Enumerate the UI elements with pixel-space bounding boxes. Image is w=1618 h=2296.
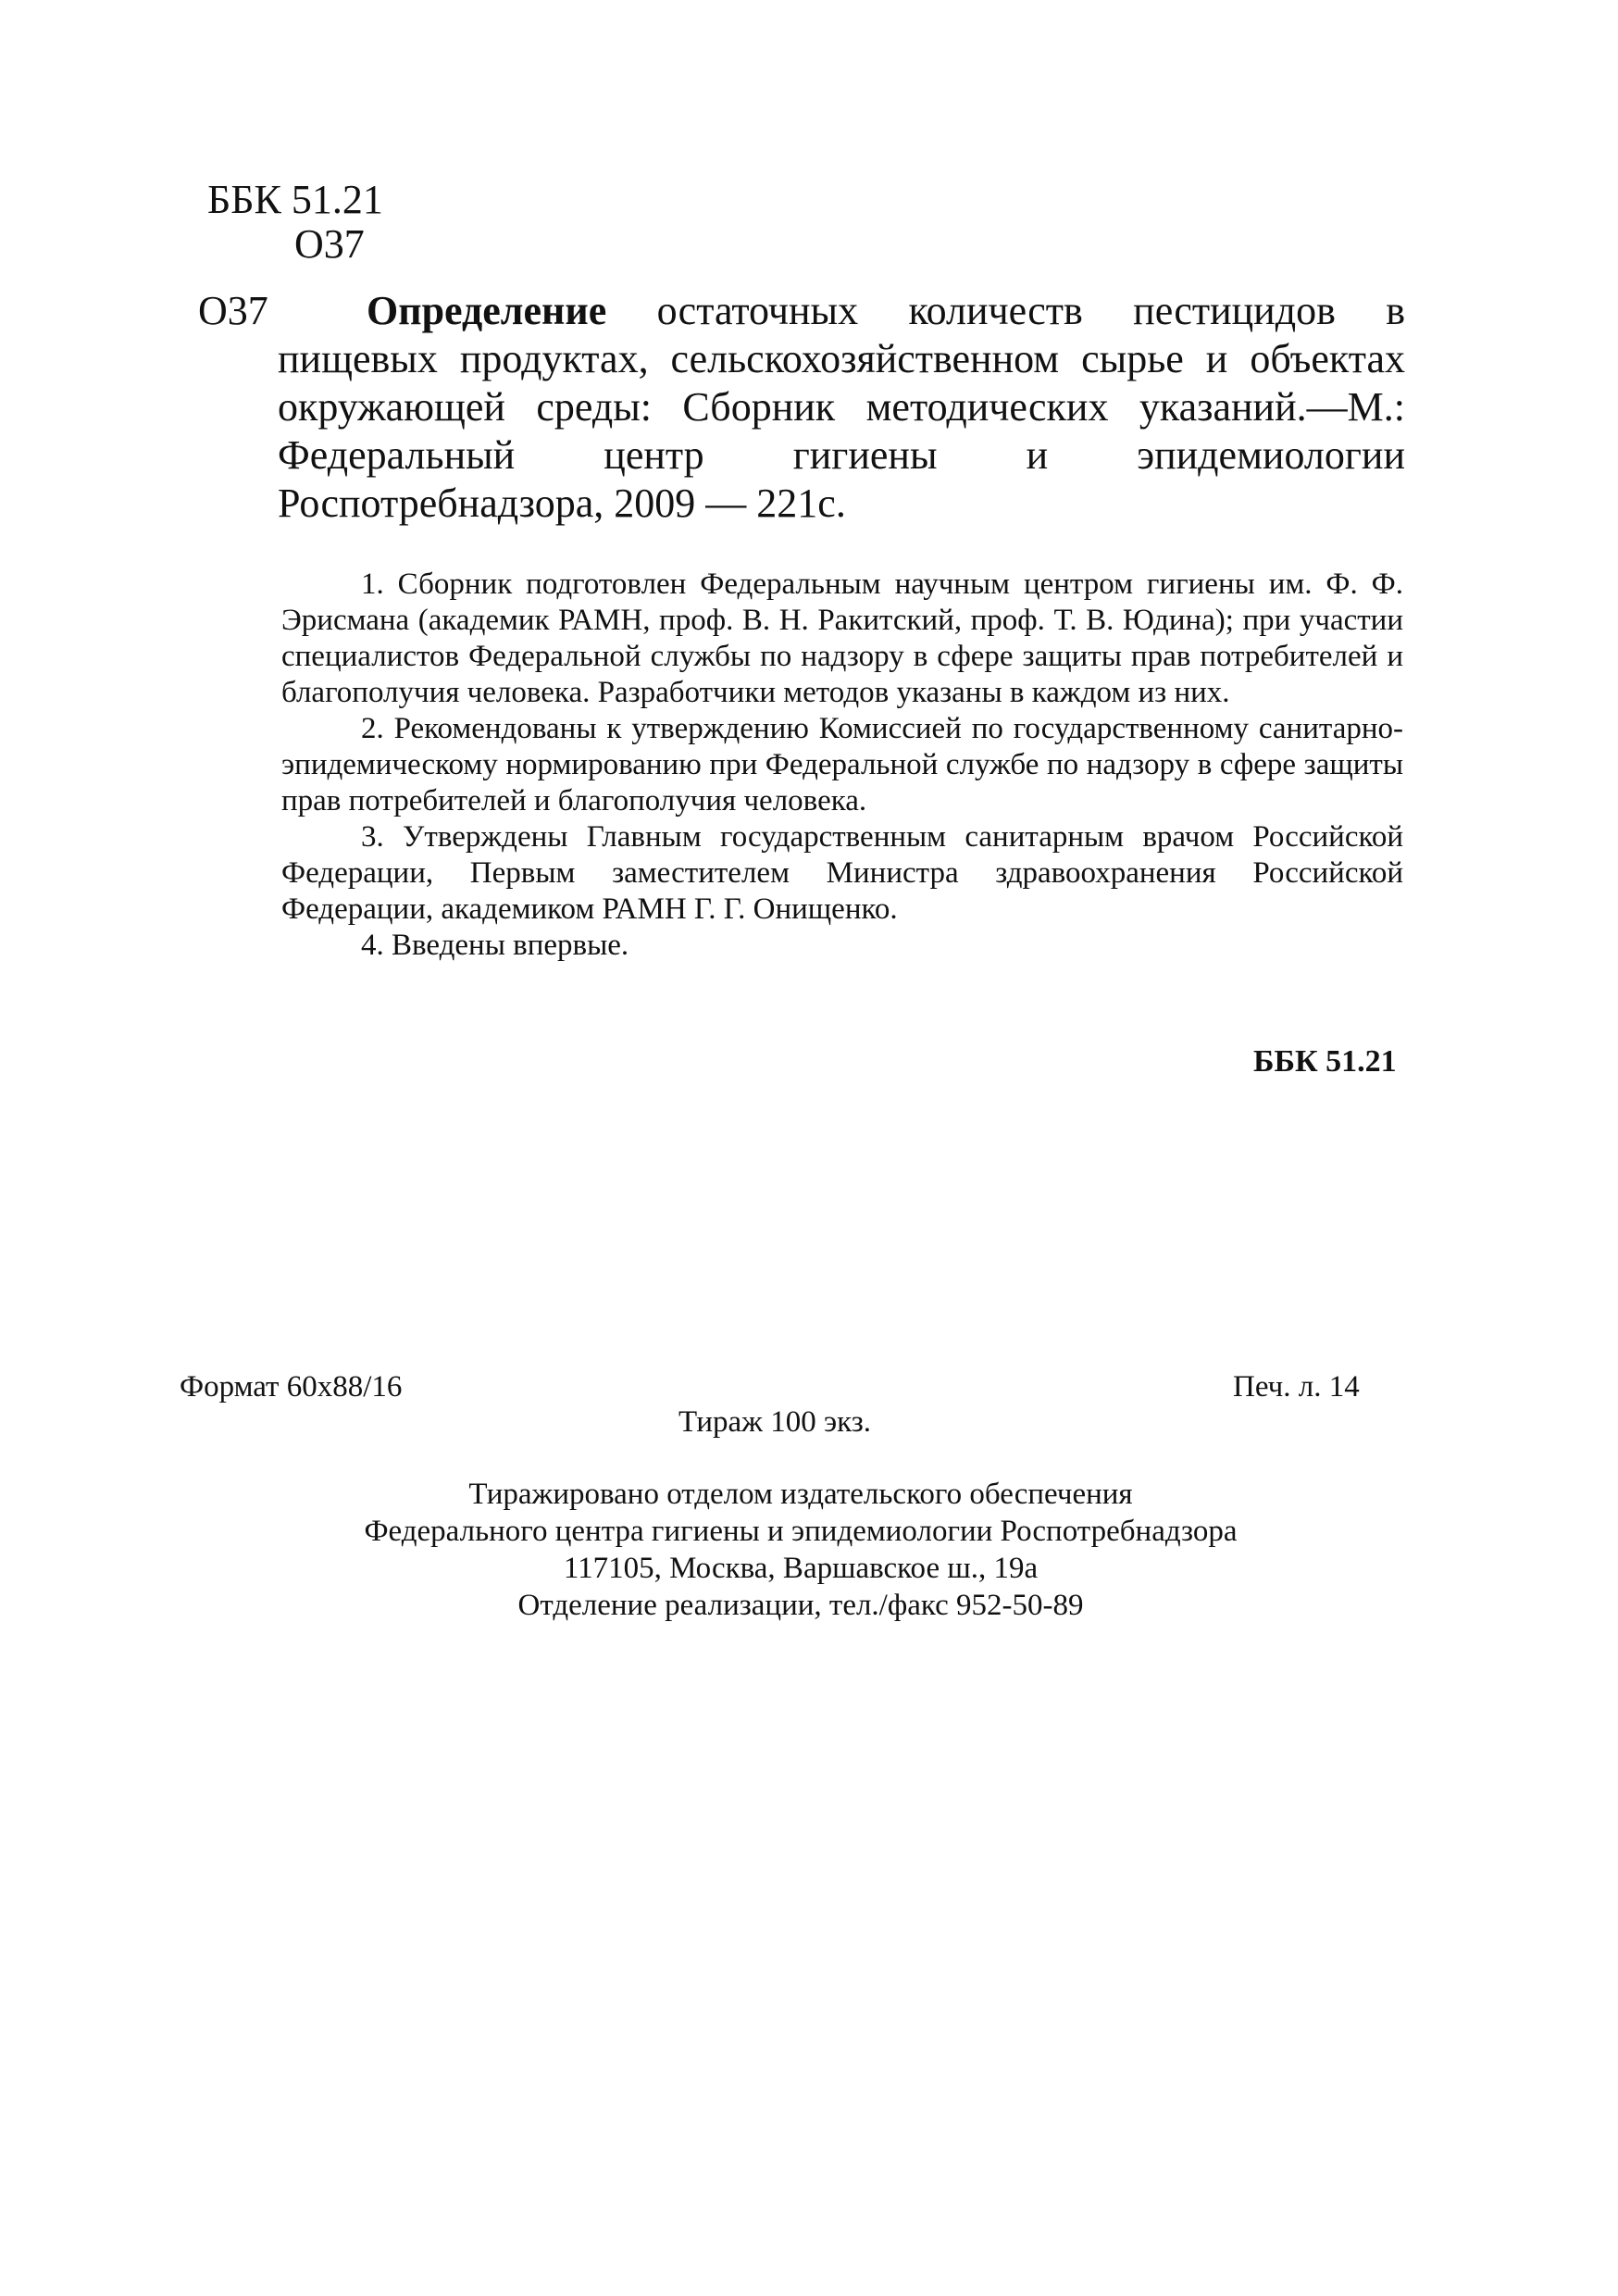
format-info: Формат 60x88/16: [180, 1370, 403, 1404]
note-item: 4. Введены впервые.: [361, 929, 629, 962]
catalog-entry-code: О37: [198, 288, 268, 333]
note-item: 1. Сборник подготовлен Федеральным научным центром гигиены им. Ф. Ф. Эрисмана (академик РАМН, проф. В. Н. Ракитский, проф. Т. В. Юдина); при участии специалистов Федеральной службы по надзору в сфере защиты прав потребителей и благополучия человека. Разработчики методов указаны в каждом из них.: [281, 568, 1403, 709]
imprint-line: Федерального центра гигиены и эпидемиологии Роспотребнадзора: [364, 1515, 1238, 1548]
print-sheets-info: Печ. л. 14: [1233, 1370, 1360, 1404]
bibliographic-description: [278, 287, 1405, 528]
imprint-line: Отделение реализации, тел./факс 952-50-89: [517, 1589, 1084, 1622]
title-bold-word: Определение: [367, 288, 607, 333]
note-item: 3. Утверждены Главным государственным санитарным врачом Российской Федерации, Первым заместителем Министра здравоохранения Российской Федерации, академиком РАМН Г. Г. Онищенко.: [281, 820, 1403, 926]
circulation-info: Тираж 100 экз.: [678, 1405, 871, 1439]
bbk-classification: ББК 51.21: [207, 177, 383, 222]
description-text: остаточных количеств пестицидов в пищевых продуктах, сельскохозяйственном сырье и объектах окружающей среды: Сборник методических указаний.—М.: Федеральный центр гигиены и эпидемиологии Роспотребнадзора, 2009 — 221с.: [278, 288, 1405, 526]
note-item: 2. Рекомендованы к утверждению Комиссией по государственному санитарно-эпидемическому нормированию при Федеральной службе по надзору в сфере защиты прав потребителей и благополучия человека.: [281, 712, 1403, 817]
author-code: О37: [294, 221, 365, 267]
imprint-block: [241, 1476, 1361, 1624]
bbk-classification-bottom: ББК 51.21: [1253, 1044, 1397, 1079]
imprint-line: 117105, Москва, Варшавское ш., 19а: [563, 1552, 1039, 1585]
imprint-line: Тиражировано отделом издательского обеспечения: [468, 1478, 1133, 1511]
notes-block: [281, 567, 1403, 964]
